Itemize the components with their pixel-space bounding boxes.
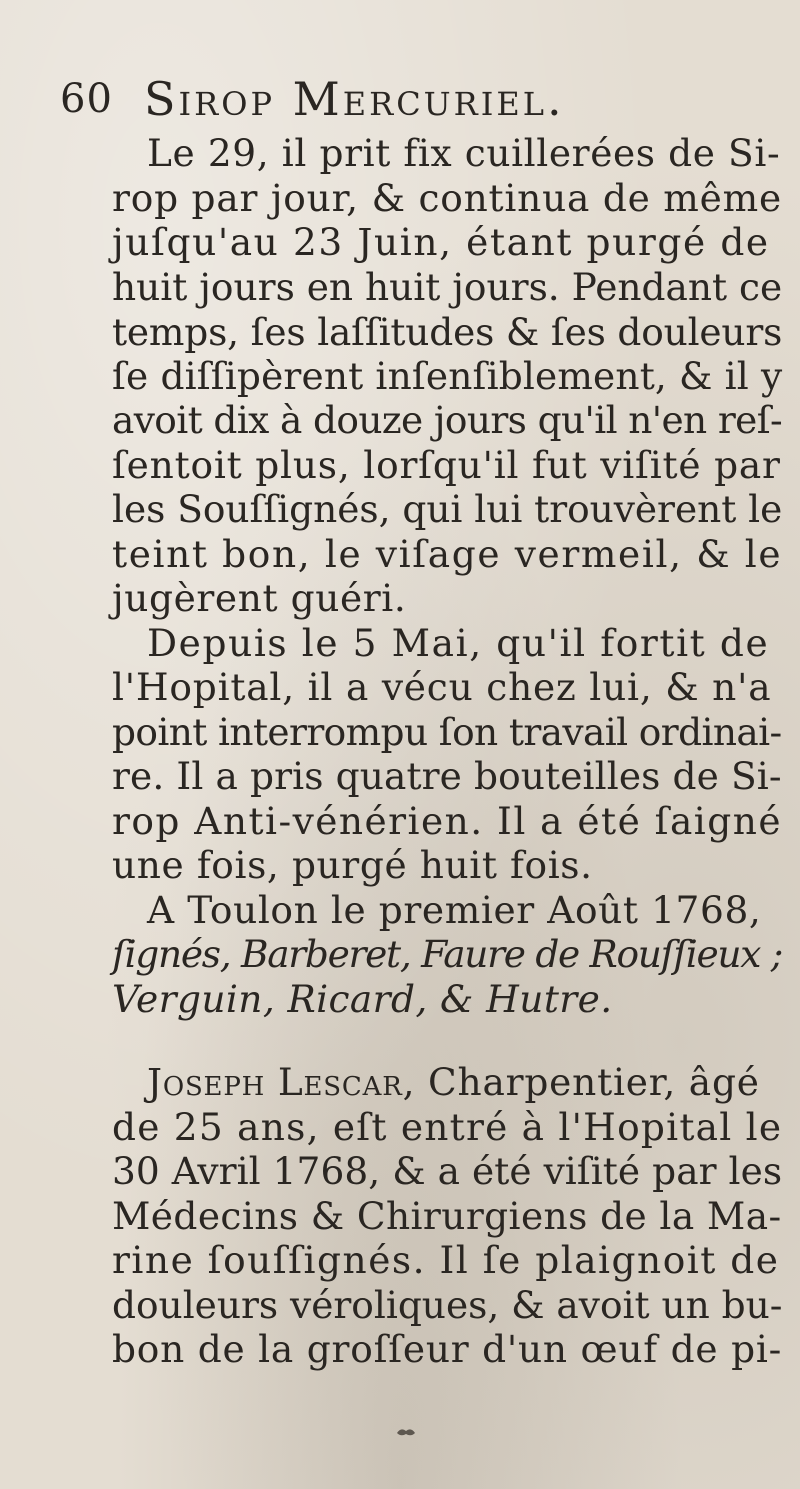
person-name: Joseph Lescar [147, 1060, 403, 1104]
text-line: Le 29, il prit fix cuillerées de Si- [147, 131, 781, 175]
text-line: ſe diſſipèrent inſenſiblement, & il y [112, 354, 783, 398]
printer-ornament-icon [395, 1425, 417, 1439]
text-line: les Souſſignés, qui lui trouvèrent le [112, 487, 783, 531]
text-line: teint bon, le viſage vermeil, & le [112, 532, 783, 576]
text-line: point interrompu ſon travail ordinai- [112, 710, 782, 754]
text-line: jugèrent guéri. [112, 576, 407, 620]
text-line: Verguin, Ricard, & Hutre. [112, 977, 613, 1021]
text-line: avoit dix à douze jours qu'il n'en reſ- [112, 398, 783, 442]
text-line: de 25 ans, eſt entré à l'Hopital le [112, 1105, 783, 1149]
text-line: rine ſouſſignés. Il ſe plaignoit de [112, 1238, 780, 1282]
running-title: Sirop Mercuriel. [144, 72, 565, 126]
text-line: huit jours en huit jours. Pendant ce [112, 265, 783, 309]
text-line: juſqu'au 23 Juin, étant purgé de [112, 220, 770, 264]
text-line: ſentoit plus, lorſqu'il fut viſité par [112, 443, 781, 487]
text-line: rop par jour, & continua de même [112, 176, 782, 220]
text-line: A Toulon le premier Août 1768, [147, 888, 762, 932]
text-line: une fois, purgé huit fois. [112, 843, 593, 887]
text-line: bon de la groſſeur d'un œuf de pi- [112, 1327, 783, 1371]
text-line: re. Il a pris quatre bouteilles de Si- [112, 754, 782, 798]
text-line: temps, ſes laſſitudes & ſes douleurs [112, 310, 783, 354]
text-line [147, 1060, 760, 1104]
page-number: 60 [60, 76, 113, 122]
text-line: ſignés, Barberet, Faure de Rouſſieux ; [112, 932, 783, 976]
page-header [60, 72, 760, 132]
text-line: 30 Avril 1768, & a été viſité par les [112, 1149, 783, 1193]
text-span: , Charpentier, âgé [402, 1060, 760, 1104]
text-line: douleurs véroliques, & avoit un bu- [112, 1283, 783, 1327]
text-line: Médecins & Chirurgiens de la Ma- [112, 1194, 782, 1238]
text-line: Depuis le 5 Mai, qu'il fortit de [147, 621, 770, 665]
text-line: l'Hopital, il a vécu chez lui, & n'a [112, 665, 772, 709]
text-line: rop Anti-vénérien. Il a été ſaigné [112, 799, 782, 843]
